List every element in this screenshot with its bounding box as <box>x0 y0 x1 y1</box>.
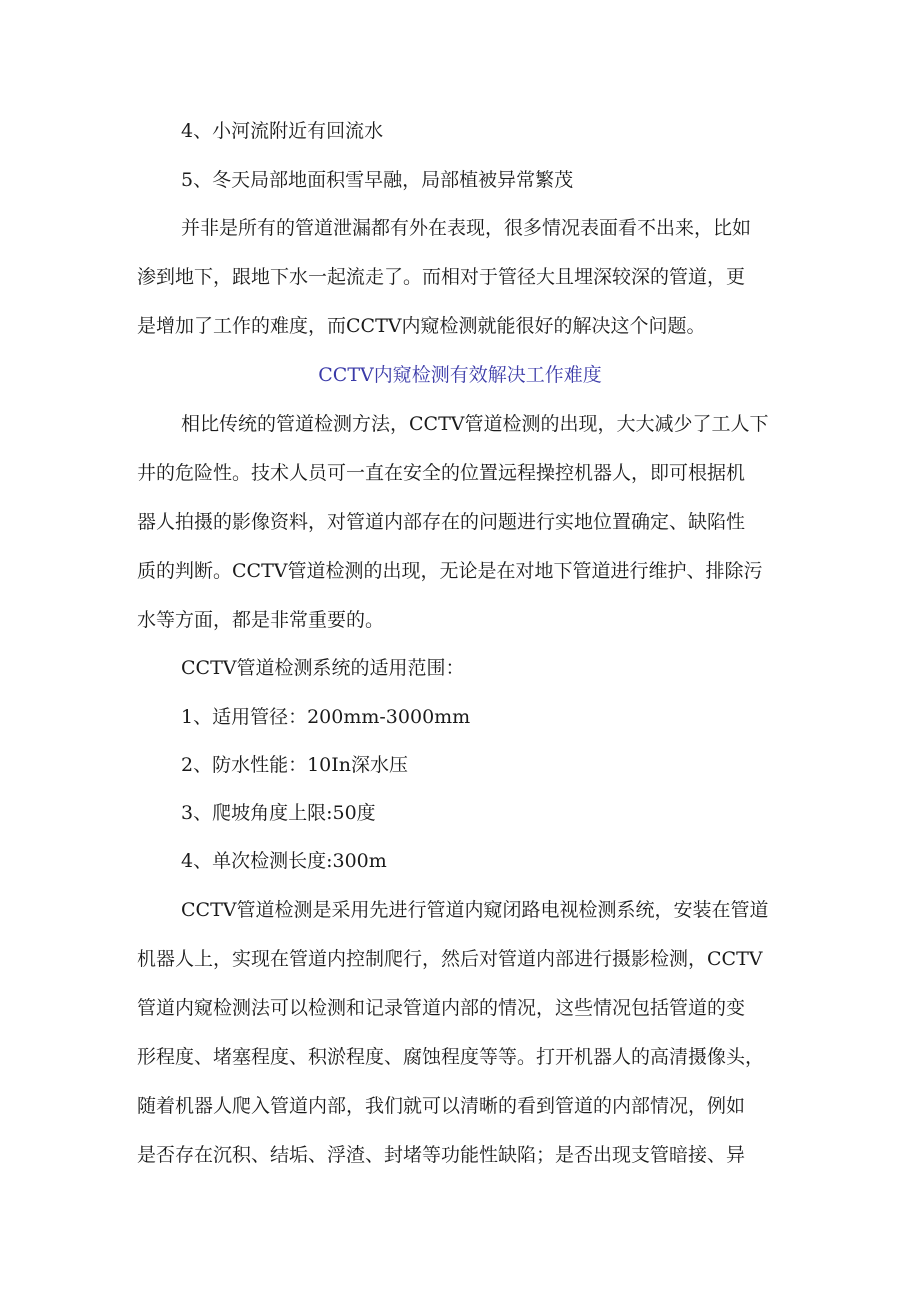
list-item-top-5: 5、冬天局部地面积雪早融，局部植被异常繁茂 <box>181 169 574 191</box>
scope-title: CCTV管道检测系统的适用范围： <box>181 657 465 679</box>
section-heading: CCTV内窥检测有效解决工作难度 <box>318 364 602 386</box>
paragraph-method-line: 是否存在沉积、结垢、浮渣、封堵等功能性缺陷；是否出现支管暗接、异 <box>137 1144 746 1166</box>
paragraph-advantage-line: 器人拍摄的影像资料，对管道内部存在的问题进行实地位置确定、缺陷性 <box>137 511 746 533</box>
scope-item: 2、防水性能：10In深水压 <box>181 754 409 776</box>
scope-item: 4、单次检测长度:300m <box>181 850 387 872</box>
scope-item: 1、适用管径：200mm-3000mm <box>181 706 471 728</box>
paragraph-advantage-line: 井的危险性。技术人员可一直在安全的位置远程操控机器人，即可根据机 <box>137 462 746 484</box>
paragraph-intro-line: 是增加了工作的难度，而CCTV内窥检测就能很好的解决这个问题。 <box>137 315 706 337</box>
paragraph-method-line: 机器人上，实现在管道内控制爬行，然后对管道内部进行摄影检测，CCTV <box>137 948 763 970</box>
scope-item: 3、爬坡角度上限:50度 <box>181 802 376 824</box>
paragraph-method-line: 管道内窥检测法可以检测和记录管道内部的情况，这些情况包括管道的变 <box>137 997 746 1019</box>
paragraph-advantage-line: 水等方面，都是非常重要的。 <box>137 609 385 631</box>
paragraph-intro-line: 并非是所有的管道泄漏都有外在表现，很多情况表面看不出来，比如 <box>181 217 752 239</box>
paragraph-method-line: 形程度、堵塞程度、积淤程度、腐蚀程度等等。打开机器人的高清摄像头， <box>137 1046 765 1068</box>
paragraph-method-line: 随着机器人爬入管道内部，我们就可以清晰的看到管道的内部情况，例如 <box>137 1095 746 1117</box>
paragraph-advantage-line: 相比传统的管道检测方法，CCTV管道检测的出现，大大减少了工人下 <box>181 413 769 435</box>
paragraph-intro-line: 渗到地下，跟地下水一起流走了。而相对于管径大且埋深较深的管道，更 <box>137 266 746 288</box>
list-item-top-4: 4、小河流附近有回流水 <box>181 120 384 142</box>
paragraph-method-line: CCTV管道检测是采用先进行管道内窥闭路电视检测系统，安装在管道 <box>181 899 769 921</box>
paragraph-advantage-line: 质的判断。CCTV管道检测的出现，无论是在对地下管道进行维护、排除污 <box>137 560 763 582</box>
